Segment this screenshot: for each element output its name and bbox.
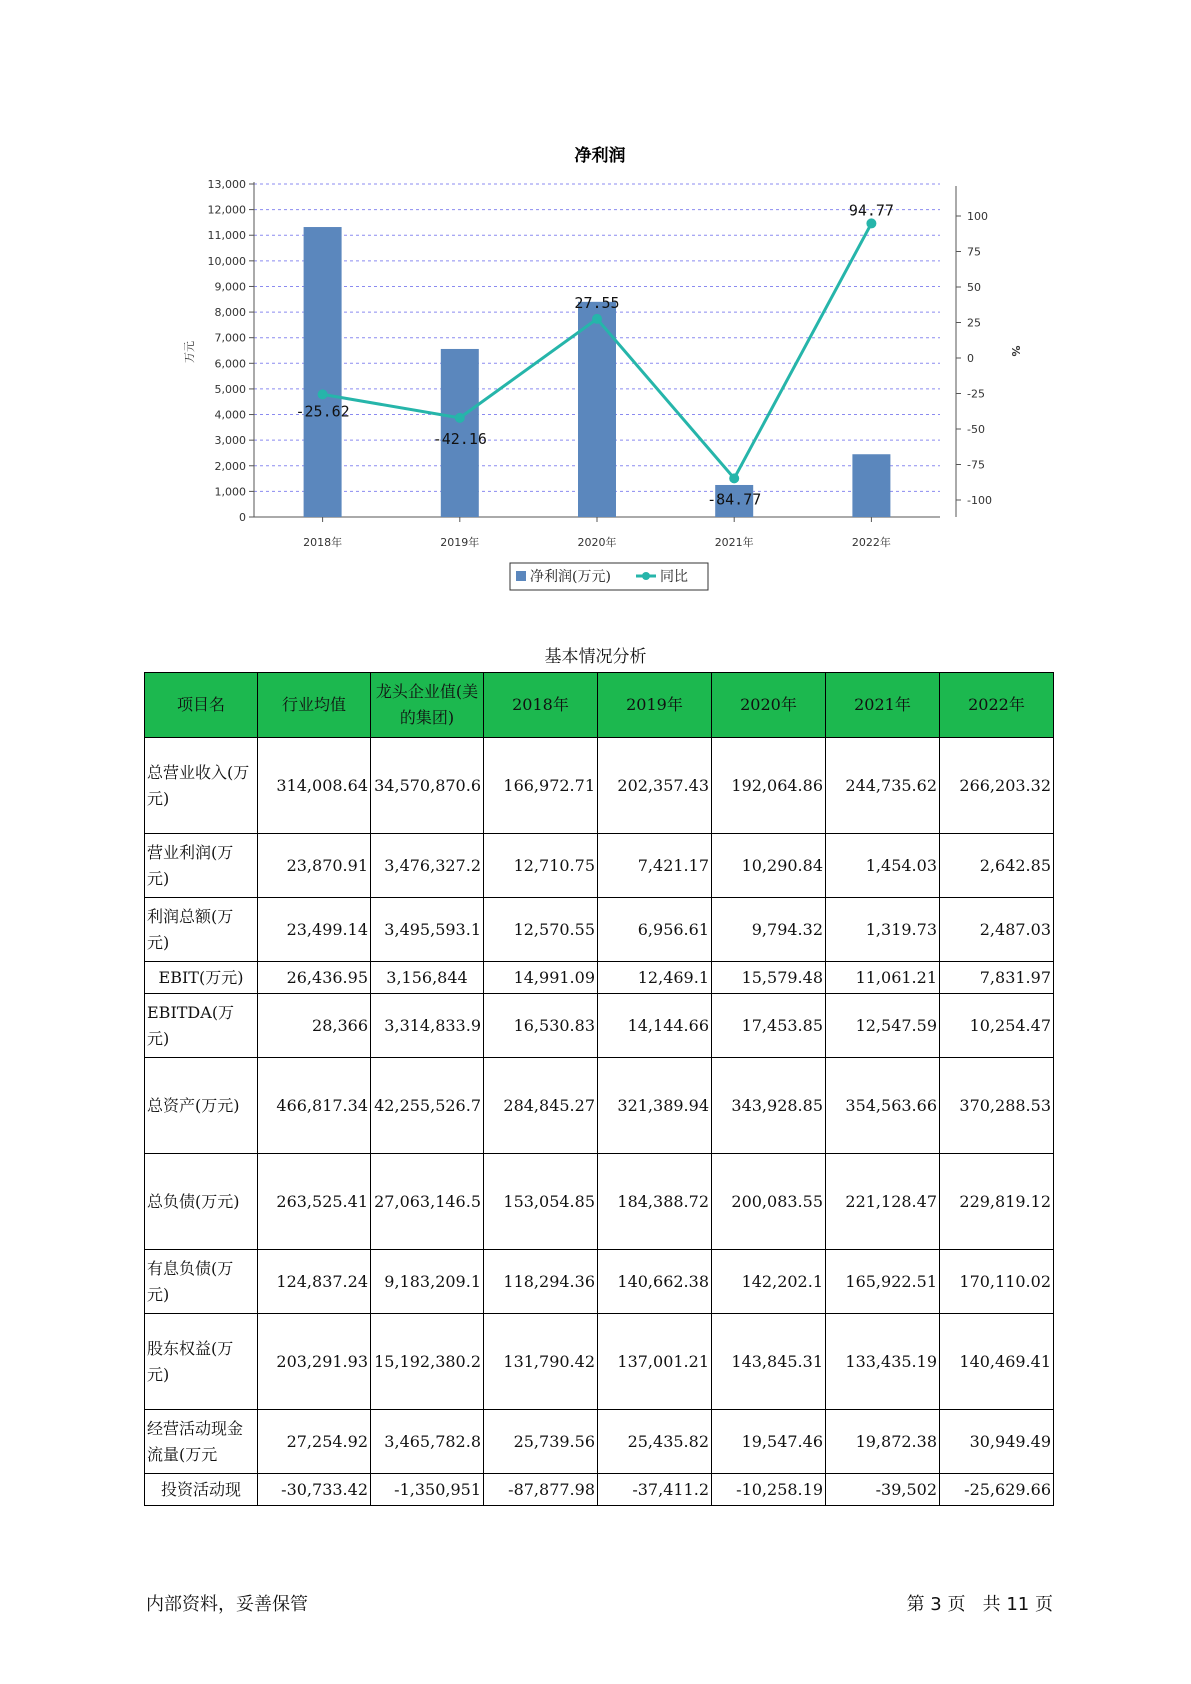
table-cell: 140,662.38 (598, 1250, 712, 1314)
table-cell: 131,790.42 (484, 1314, 598, 1410)
table-cell: 1,319.73 (826, 898, 940, 962)
table-cell: 466,817.34 (258, 1058, 371, 1154)
table-row (145, 738, 1054, 834)
right-tick-label: 75 (967, 245, 981, 259)
row-label: 总营业收入(万元) (145, 738, 258, 834)
table-row (145, 898, 1054, 962)
table-cell: 142,202.1 (712, 1250, 826, 1314)
table-cell: 321,389.94 (598, 1058, 712, 1154)
left-tick-label: 7,000 (214, 331, 246, 345)
table-cell: -10,258.19 (712, 1474, 826, 1506)
table-cell: 140,469.41 (940, 1314, 1054, 1410)
table-row (145, 1314, 1054, 1410)
row-label: 营业利润(万元) (145, 834, 258, 898)
table-cell: 15,579.48 (712, 962, 826, 994)
left-axis-title: 万元 (183, 341, 196, 363)
left-tick-label: 9,000 (214, 280, 246, 294)
row-label: 经营活动现金流量(万元 (145, 1410, 258, 1474)
left-tick-label: 3,000 (214, 434, 246, 448)
right-tick-label: -25 (967, 387, 985, 401)
data-label: 27.55 (574, 293, 620, 312)
column-header: 项目名 (145, 673, 258, 738)
column-header: 2019年 (598, 673, 712, 738)
table-cell: 12,710.75 (484, 834, 598, 898)
left-tick-label: 5,000 (214, 382, 246, 396)
line-point (592, 314, 602, 324)
right-tick-label: 25 (967, 316, 981, 330)
table-cell: 27,254.92 (258, 1410, 371, 1474)
table-cell: 192,064.86 (712, 738, 826, 834)
table-cell: 9,794.32 (712, 898, 826, 962)
table-cell: 2,642.85 (940, 834, 1054, 898)
table-cell: 200,083.55 (712, 1154, 826, 1250)
table-row (145, 994, 1054, 1058)
table-cell: 166,972.71 (484, 738, 598, 834)
table-cell: 284,845.27 (484, 1058, 598, 1154)
table-cell: 370,288.53 (940, 1058, 1054, 1154)
table-cell: 30,949.49 (940, 1410, 1054, 1474)
table-cell: -39,502 (826, 1474, 940, 1506)
column-header: 2021年 (826, 673, 940, 738)
table-cell: 124,837.24 (258, 1250, 371, 1314)
analysis-table (144, 672, 1054, 1506)
table-cell: 203,291.93 (258, 1314, 371, 1410)
table-cell: -25,629.66 (940, 1474, 1054, 1506)
chart-legend (510, 563, 708, 590)
left-tick-label: 10,000 (207, 254, 246, 268)
table-cell: 3,314,833.9 (371, 994, 484, 1058)
x-tick-label: 2021年 (714, 536, 754, 549)
right-tick-label: -75 (967, 458, 985, 472)
bar-series (304, 227, 891, 517)
table-cell: 3,465,782.8 (371, 1410, 484, 1474)
column-header: 2018年 (484, 673, 598, 738)
table-cell: 23,499.14 (258, 898, 371, 962)
table-cell: 19,547.46 (712, 1410, 826, 1474)
column-header: 2020年 (712, 673, 826, 738)
line-point (318, 389, 328, 399)
table-cell: 10,290.84 (712, 834, 826, 898)
line-point (729, 473, 739, 483)
x-tick-label: 2022年 (851, 536, 891, 549)
x-tick-label: 2018年 (303, 536, 343, 549)
table-cell: 221,128.47 (826, 1154, 940, 1250)
legend-label: 同比 (660, 569, 688, 585)
left-tick-label: 0 (239, 511, 246, 524)
table-cell: -30,733.42 (258, 1474, 371, 1506)
bar (852, 454, 890, 517)
footer-page-number: 第 3 页 共 11 页 (906, 1594, 1053, 1615)
table-cell: 133,435.19 (826, 1314, 940, 1410)
table-cell: 25,739.56 (484, 1410, 598, 1474)
column-header: 2022年 (940, 673, 1054, 738)
table-cell: 3,495,593.1 (371, 898, 484, 962)
right-tick-label: 100 (967, 210, 988, 223)
row-label: 有息负债(万元) (145, 1250, 258, 1314)
table-cell: 14,991.09 (484, 962, 598, 994)
table-cell: 137,001.21 (598, 1314, 712, 1410)
table-row (145, 1058, 1054, 1154)
table-cell: 266,203.32 (940, 738, 1054, 834)
table-cell: 343,928.85 (712, 1058, 826, 1154)
table-cell: 314,008.64 (258, 738, 371, 834)
chart-title: 净利润 (574, 146, 626, 166)
row-label: 投资活动现 (145, 1474, 258, 1506)
table-row (145, 834, 1054, 898)
table-cell: 143,845.31 (712, 1314, 826, 1410)
left-tick-label: 6,000 (214, 357, 246, 371)
table-cell: 23,870.91 (258, 834, 371, 898)
table-cell: 19,872.38 (826, 1410, 940, 1474)
x-tick-label: 2019年 (440, 536, 480, 549)
right-tick-label: -50 (967, 423, 985, 436)
row-label: 股东权益(万元) (145, 1314, 258, 1410)
right-axis-title: % (1009, 345, 1022, 357)
table-cell: 12,570.55 (484, 898, 598, 962)
left-tick-label: 8,000 (214, 306, 246, 320)
table-cell: 170,110.02 (940, 1250, 1054, 1314)
left-tick-label: 4,000 (214, 408, 246, 422)
table-cell: 28,366 (258, 994, 371, 1058)
row-label: 利润总额(万元) (145, 898, 258, 962)
row-label: EBIT(万元) (145, 962, 258, 994)
table-cell: 263,525.41 (258, 1154, 371, 1250)
table-cell: 11,061.21 (826, 962, 940, 994)
right-tick-label: 50 (967, 281, 981, 294)
table-cell: 42,255,526.7 (371, 1058, 484, 1154)
x-tick-label: 2020年 (577, 536, 617, 549)
row-label: 总资产(万元) (145, 1058, 258, 1154)
column-header: 龙头企业值(美的集团) (371, 673, 484, 738)
table-cell: 15,192,380.2 (371, 1314, 484, 1410)
row-label: EBITDA(万元) (145, 994, 258, 1058)
table-row (145, 962, 1054, 994)
table-cell: 26,436.95 (258, 962, 371, 994)
table-cell: 2,487.03 (940, 898, 1054, 962)
table-cell: 153,054.85 (484, 1154, 598, 1250)
table-cell: 17,453.85 (712, 994, 826, 1058)
left-tick-label: 12,000 (207, 203, 246, 217)
table-header-row (145, 673, 1054, 738)
data-label: -84.77 (707, 490, 762, 509)
table-cell: 16,530.83 (484, 994, 598, 1058)
footer-confidential: 内部资料，妥善保管 (146, 1594, 308, 1615)
left-tick-label: 11,000 (207, 229, 246, 243)
right-tick-label: -100 (967, 494, 992, 507)
table-cell: 1,454.03 (826, 834, 940, 898)
data-label: -25.62 (295, 402, 350, 421)
left-tick-label: 2,000 (214, 459, 246, 473)
row-label: 总负债(万元) (145, 1154, 258, 1250)
table-cell: 27,063,146.5 (371, 1154, 484, 1250)
table-cell: 14,144.66 (598, 994, 712, 1058)
table-cell: 7,421.17 (598, 834, 712, 898)
table-row (145, 1474, 1054, 1506)
table-cell: 3,156,844 (371, 962, 484, 994)
table-cell: 118,294.36 (484, 1250, 598, 1314)
table-cell: 202,357.43 (598, 738, 712, 834)
table-cell: 354,563.66 (826, 1058, 940, 1154)
table-cell: -87,877.98 (484, 1474, 598, 1506)
table-cell: 229,819.12 (940, 1154, 1054, 1250)
table-cell: 244,735.62 (826, 738, 940, 834)
table-cell: 25,435.82 (598, 1410, 712, 1474)
net-profit-chart (0, 0, 1191, 600)
left-tick-label: 13,000 (207, 178, 246, 191)
table-cell: 34,570,870.6 (371, 738, 484, 834)
table-cell: 165,922.51 (826, 1250, 940, 1314)
table-cell: 184,388.72 (598, 1154, 712, 1250)
right-tick-label: 0 (967, 352, 974, 365)
column-header: 行业均值 (258, 673, 371, 738)
table-cell: 9,183,209.1 (371, 1250, 484, 1314)
table-title: 基本情况分析 (544, 647, 647, 667)
table-cell: -37,411.2 (598, 1474, 712, 1506)
table-cell: 7,831.97 (940, 962, 1054, 994)
line-point (866, 218, 876, 228)
table-row (145, 1250, 1054, 1314)
table-cell: 3,476,327.2 (371, 834, 484, 898)
table-cell: 12,469.1 (598, 962, 712, 994)
legend-bar-swatch (516, 571, 526, 581)
bar (304, 227, 342, 517)
data-label: -42.16 (432, 429, 487, 448)
left-tick-label: 1,000 (214, 485, 246, 499)
data-label: 94.77 (848, 201, 894, 220)
line-point (455, 413, 465, 423)
table-cell: -1,350,951 (371, 1474, 484, 1506)
table-cell: 12,547.59 (826, 994, 940, 1058)
table-row (145, 1154, 1054, 1250)
table-cell: 6,956.61 (598, 898, 712, 962)
legend-line-marker (642, 572, 650, 580)
table-row (145, 1410, 1054, 1474)
table-cell: 10,254.47 (940, 994, 1054, 1058)
legend-label: 净利润(万元) (530, 569, 611, 585)
